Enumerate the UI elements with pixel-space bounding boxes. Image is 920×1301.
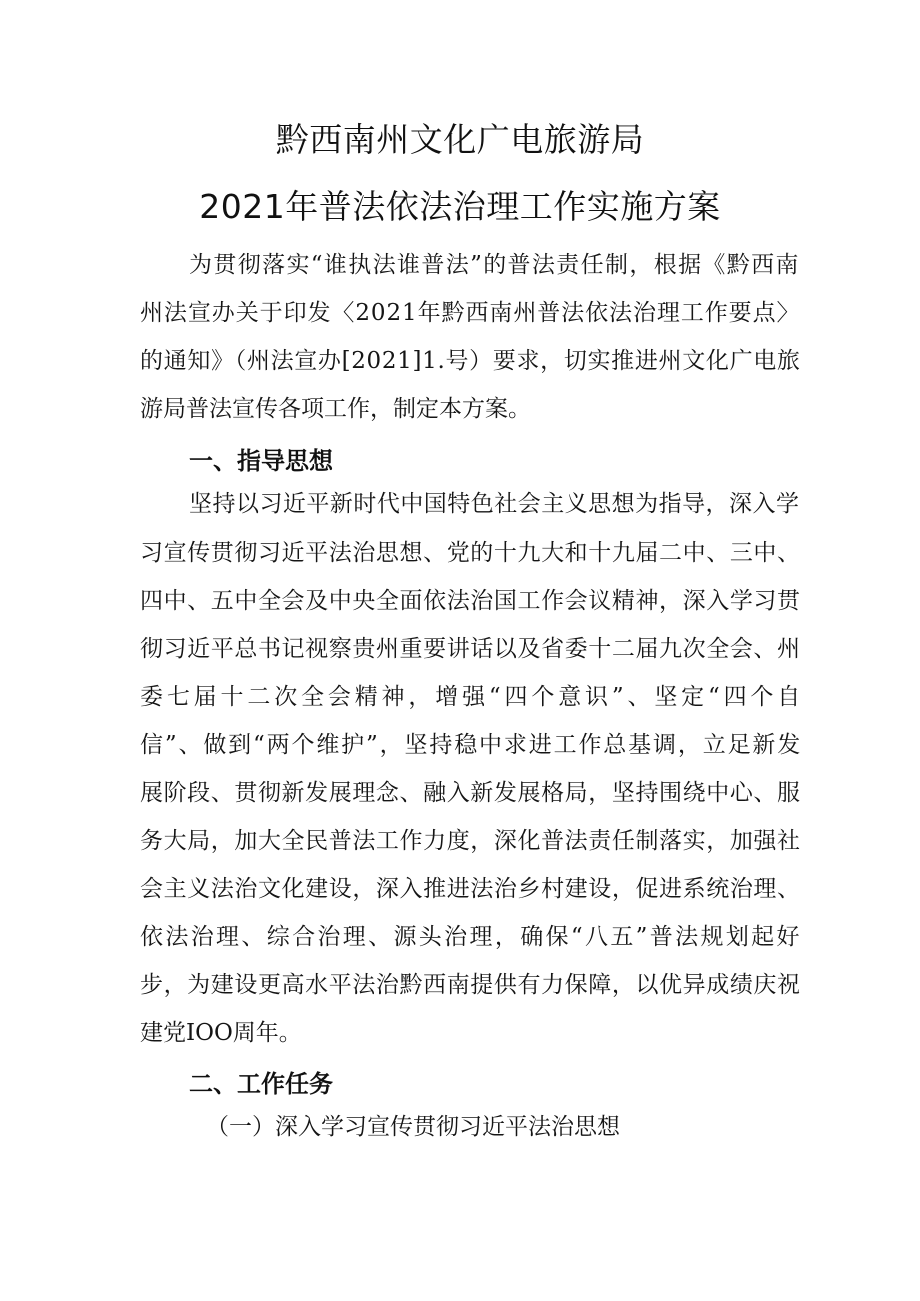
body-line: 步，为建设更高水平法治黔西南提供有力保障，以优异成绩庆祝 [140, 972, 801, 998]
body-line: 信”、做到“两个维护”，坚持稳中求进工作总基调，立足新发 [140, 732, 803, 758]
body-line: 委七届十二次全会精神，增强“四个意识”、坚定“四个自 [140, 684, 805, 710]
intro-line: 为贯彻落实“谁执法谁普法”的普法责任制，根据《黔西南 [189, 252, 800, 278]
body-line: 四中、五中全会及中央全面依法治国工作会议精神，深入学习贯 [140, 588, 801, 614]
document-title-line-2: 2021年普法依法治理工作实施方案 [199, 187, 721, 226]
body-line: 依法治理、综合治理、源头治理，确保“八五”普法规划起好 [140, 924, 802, 950]
document-title-line-1: 黔西南州文化广电旅游局 [275, 120, 645, 159]
subsection-heading: （一）深入学习宣传贯彻习近平法治思想 [206, 1114, 620, 1140]
intro-line: 州法宣办关于印发〈2021年黔西南州普法依法治理工作要点〉 [140, 300, 801, 326]
body-line: 展阶段、贯彻新发展理念、融入新发展格局，坚持围绕中心、服 [140, 780, 801, 806]
body-line: 坚持以习近平新时代中国特色社会主义思想为指导，深入学 [189, 491, 800, 517]
section-heading-guiding-ideology: 一、指导思想 [189, 447, 333, 475]
body-line: 务大局，加大全民普法工作力度，深化普法责任制落实，加强社 [140, 828, 801, 854]
body-line: 建党IOO周年。 [140, 1020, 302, 1046]
body-line: 习宣传贯彻习近平法治思想、党的十九大和十九届二中、三中、 [140, 540, 801, 566]
body-line: 彻习近平总书记视察贵州重要讲话以及省委十二届九次全会、州 [140, 636, 801, 662]
body-line: 会主义法治文化建设，深入推进法治乡村建设，促进系统治理、 [140, 876, 801, 902]
intro-line: 的通知》（州法宣办[2021]1.号）要求，切实推进州文化广电旅 [140, 348, 801, 374]
intro-line: 游局普法宣传各项工作，制定本方案。 [140, 396, 531, 422]
section-heading-work-tasks: 二、工作任务 [189, 1070, 333, 1098]
